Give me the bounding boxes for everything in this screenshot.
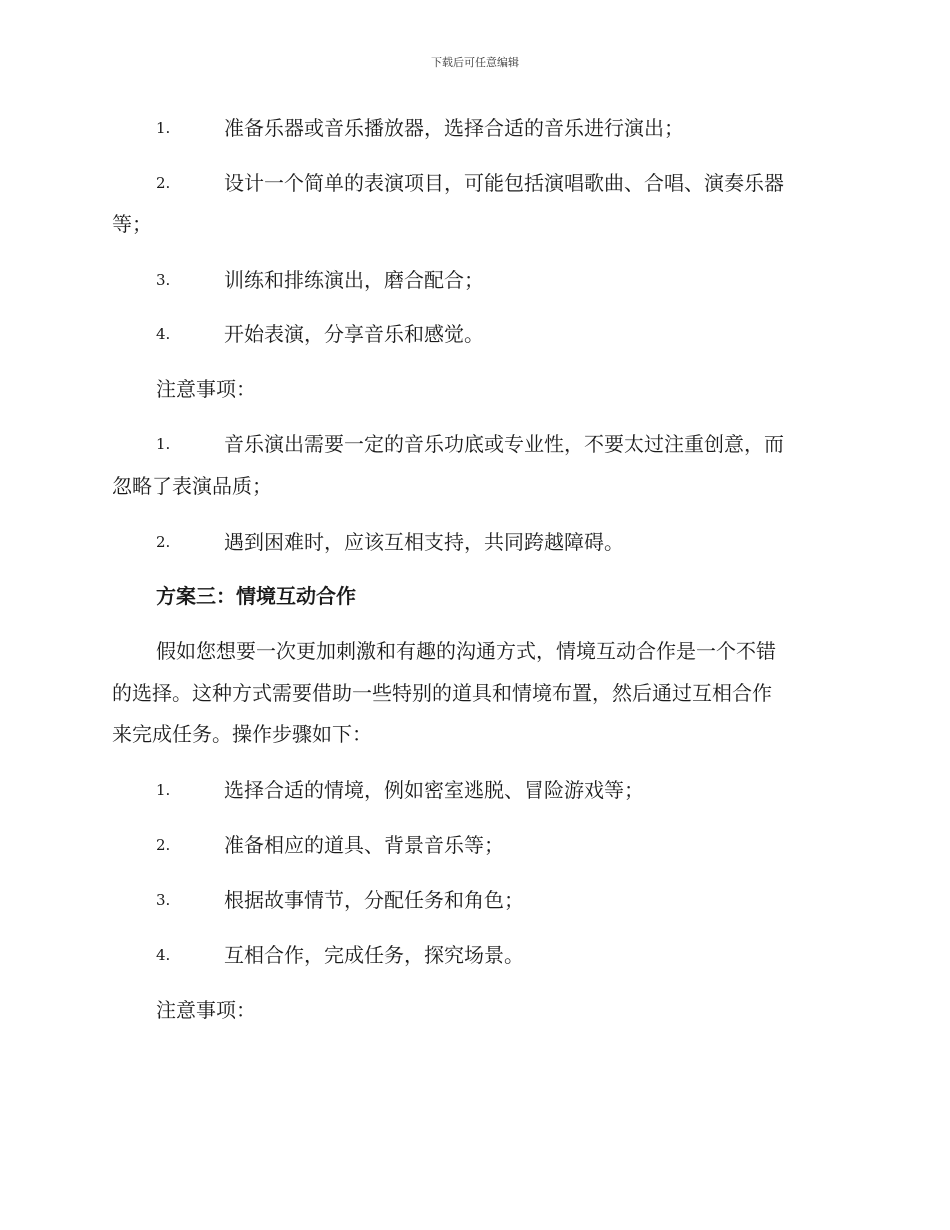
list2-item4-number: 4.	[156, 946, 171, 964]
list2-item3-number: 3.	[156, 891, 171, 909]
list1-item2-text-cont: 等；	[112, 212, 152, 236]
paragraph-line3: 来完成任务。操作步骤如下：	[112, 722, 372, 746]
list1-item1-number: 1.	[156, 119, 171, 137]
notes1-item1-text-cont: 忽略了表演品质；	[112, 474, 272, 498]
notes1-item2-text: 遇到困难时，应该互相支持，共同跨越障碍。	[224, 530, 624, 554]
list1-item3-text: 训练和排练演出，磨合配合；	[224, 268, 484, 292]
list2-item2-text: 准备相应的道具、背景音乐等；	[224, 833, 504, 857]
list2-item4-text: 互相合作，完成任务，探究场景。	[224, 943, 524, 967]
notes1-item1-text: 音乐演出需要一定的音乐功底或专业性，不要太过注重创意，而	[224, 432, 784, 456]
list2-item2-number: 2.	[156, 836, 171, 854]
paragraph-line1: 假如您想要一次更加刺激和有趣的沟通方式，情境互动合作是一个不错	[156, 639, 776, 663]
list2-item1-number: 1.	[156, 781, 171, 799]
notes1-item2-number: 2.	[156, 533, 171, 551]
notes1-item1-number: 1.	[156, 435, 171, 453]
list1-item4-number: 4.	[156, 325, 171, 343]
paragraph-line2: 的选择。这种方式需要借助一些特别的道具和情境布置，然后通过互相合作	[112, 681, 772, 705]
section-heading: 方案三：情境互动合作	[156, 584, 356, 608]
list1-item2-number: 2.	[156, 174, 171, 192]
list2-item3-text: 根据故事情节，分配任务和角色；	[224, 888, 524, 912]
list1-item2-text: 设计一个简单的表演项目，可能包括演唱歌曲、合唱、演奏乐器	[224, 171, 784, 195]
page-header: 下载后可任意编辑	[431, 56, 519, 69]
list1-item4-text: 开始表演，分享音乐和感觉。	[224, 322, 484, 346]
list2-item1-text: 选择合适的情境，例如密室逃脱、冒险游戏等；	[224, 778, 644, 802]
list1-item3-number: 3.	[156, 271, 171, 289]
note2-title: 注意事项：	[156, 998, 256, 1022]
note1-title: 注意事项：	[156, 377, 256, 401]
list1-item1-text: 准备乐器或音乐播放器，选择合适的音乐进行演出；	[224, 116, 684, 140]
